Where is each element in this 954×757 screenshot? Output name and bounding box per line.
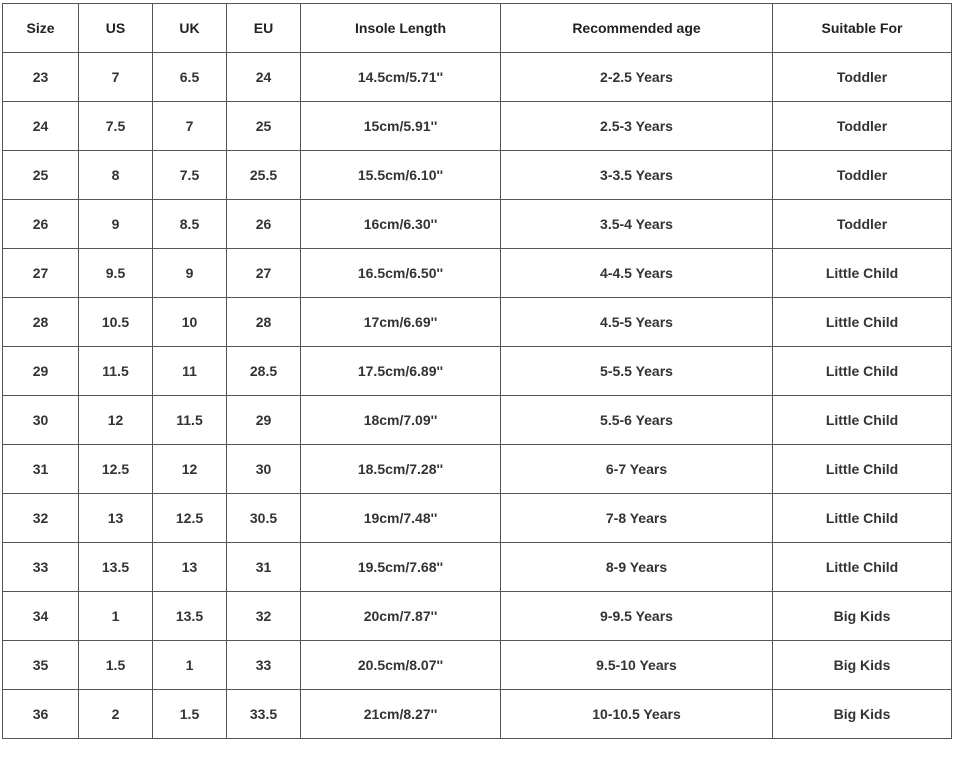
cell-suitable-for: Toddler — [773, 151, 952, 200]
header-suitable-for: Suitable For — [773, 4, 952, 53]
cell-insole-length: 21cm/8.27'' — [301, 690, 501, 739]
cell-recommended-age: 2.5-3 Years — [501, 102, 773, 151]
table-row — [3, 690, 952, 739]
cell-size: 36 — [3, 690, 79, 739]
cell-us: 12.5 — [79, 445, 153, 494]
cell-us: 2 — [79, 690, 153, 739]
size-chart-header — [3, 4, 952, 53]
cell-insole-length: 18cm/7.09'' — [301, 396, 501, 445]
table-row — [3, 592, 952, 641]
cell-suitable-for: Toddler — [773, 53, 952, 102]
cell-us: 7.5 — [79, 102, 153, 151]
cell-insole-length: 20.5cm/8.07'' — [301, 641, 501, 690]
cell-eu: 25 — [227, 102, 301, 151]
cell-us: 1 — [79, 592, 153, 641]
table-row — [3, 102, 952, 151]
table-row — [3, 151, 952, 200]
cell-uk: 13.5 — [153, 592, 227, 641]
cell-eu: 26 — [227, 200, 301, 249]
cell-size: 33 — [3, 543, 79, 592]
cell-eu: 33.5 — [227, 690, 301, 739]
cell-recommended-age: 5.5-6 Years — [501, 396, 773, 445]
table-row — [3, 543, 952, 592]
cell-us: 7 — [79, 53, 153, 102]
header-eu: EU — [227, 4, 301, 53]
cell-insole-length: 14.5cm/5.71'' — [301, 53, 501, 102]
table-row — [3, 641, 952, 690]
cell-recommended-age: 4.5-5 Years — [501, 298, 773, 347]
cell-size: 28 — [3, 298, 79, 347]
header-row — [3, 4, 952, 53]
cell-recommended-age: 3-3.5 Years — [501, 151, 773, 200]
cell-recommended-age: 2-2.5 Years — [501, 53, 773, 102]
cell-uk: 6.5 — [153, 53, 227, 102]
cell-eu: 29 — [227, 396, 301, 445]
cell-suitable-for: Little Child — [773, 494, 952, 543]
cell-insole-length: 17cm/6.69'' — [301, 298, 501, 347]
cell-uk: 7.5 — [153, 151, 227, 200]
cell-insole-length: 19.5cm/7.68'' — [301, 543, 501, 592]
header-recommended-age: Recommended age — [501, 4, 773, 53]
cell-suitable-for: Little Child — [773, 543, 952, 592]
cell-recommended-age: 10-10.5 Years — [501, 690, 773, 739]
cell-insole-length: 20cm/7.87'' — [301, 592, 501, 641]
cell-insole-length: 17.5cm/6.89'' — [301, 347, 501, 396]
cell-size: 23 — [3, 53, 79, 102]
cell-eu: 30 — [227, 445, 301, 494]
table-row — [3, 249, 952, 298]
cell-eu: 30.5 — [227, 494, 301, 543]
cell-recommended-age: 4-4.5 Years — [501, 249, 773, 298]
table-row — [3, 396, 952, 445]
cell-recommended-age: 6-7 Years — [501, 445, 773, 494]
cell-uk: 13 — [153, 543, 227, 592]
cell-suitable-for: Big Kids — [773, 641, 952, 690]
cell-suitable-for: Toddler — [773, 102, 952, 151]
cell-uk: 1.5 — [153, 690, 227, 739]
cell-suitable-for: Big Kids — [773, 690, 952, 739]
cell-uk: 11 — [153, 347, 227, 396]
cell-recommended-age: 7-8 Years — [501, 494, 773, 543]
cell-size: 29 — [3, 347, 79, 396]
cell-recommended-age: 8-9 Years — [501, 543, 773, 592]
cell-eu: 27 — [227, 249, 301, 298]
cell-size: 24 — [3, 102, 79, 151]
cell-eu: 32 — [227, 592, 301, 641]
cell-size: 26 — [3, 200, 79, 249]
cell-insole-length: 18.5cm/7.28'' — [301, 445, 501, 494]
cell-suitable-for: Little Child — [773, 396, 952, 445]
cell-size: 34 — [3, 592, 79, 641]
cell-recommended-age: 9.5-10 Years — [501, 641, 773, 690]
cell-us: 9.5 — [79, 249, 153, 298]
cell-eu: 28.5 — [227, 347, 301, 396]
cell-us: 13.5 — [79, 543, 153, 592]
table-row — [3, 200, 952, 249]
table-row — [3, 53, 952, 102]
table-row — [3, 445, 952, 494]
cell-suitable-for: Toddler — [773, 200, 952, 249]
cell-us: 11.5 — [79, 347, 153, 396]
cell-us: 1.5 — [79, 641, 153, 690]
cell-eu: 33 — [227, 641, 301, 690]
cell-eu: 25.5 — [227, 151, 301, 200]
table-row — [3, 298, 952, 347]
cell-size: 31 — [3, 445, 79, 494]
cell-size: 32 — [3, 494, 79, 543]
cell-uk: 1 — [153, 641, 227, 690]
cell-suitable-for: Big Kids — [773, 592, 952, 641]
cell-uk: 12.5 — [153, 494, 227, 543]
cell-recommended-age: 3.5-4 Years — [501, 200, 773, 249]
header-insole-length: Insole Length — [301, 4, 501, 53]
cell-uk: 8.5 — [153, 200, 227, 249]
cell-eu: 31 — [227, 543, 301, 592]
cell-insole-length: 16cm/6.30'' — [301, 200, 501, 249]
cell-uk: 7 — [153, 102, 227, 151]
table-row — [3, 494, 952, 543]
cell-size: 27 — [3, 249, 79, 298]
cell-us: 12 — [79, 396, 153, 445]
cell-suitable-for: Little Child — [773, 445, 952, 494]
header-size: Size — [3, 4, 79, 53]
cell-insole-length: 15.5cm/6.10'' — [301, 151, 501, 200]
cell-us: 8 — [79, 151, 153, 200]
cell-suitable-for: Little Child — [773, 298, 952, 347]
cell-eu: 24 — [227, 53, 301, 102]
cell-suitable-for: Little Child — [773, 347, 952, 396]
cell-us: 13 — [79, 494, 153, 543]
cell-eu: 28 — [227, 298, 301, 347]
header-us: US — [79, 4, 153, 53]
cell-insole-length: 19cm/7.48'' — [301, 494, 501, 543]
cell-recommended-age: 5-5.5 Years — [501, 347, 773, 396]
header-uk: UK — [153, 4, 227, 53]
cell-uk: 12 — [153, 445, 227, 494]
cell-insole-length: 15cm/5.91'' — [301, 102, 501, 151]
cell-size: 25 — [3, 151, 79, 200]
cell-uk: 11.5 — [153, 396, 227, 445]
cell-recommended-age: 9-9.5 Years — [501, 592, 773, 641]
cell-uk: 10 — [153, 298, 227, 347]
cell-size: 30 — [3, 396, 79, 445]
size-chart-body — [3, 53, 952, 739]
cell-size: 35 — [3, 641, 79, 690]
cell-uk: 9 — [153, 249, 227, 298]
table-row — [3, 347, 952, 396]
cell-us: 10.5 — [79, 298, 153, 347]
cell-insole-length: 16.5cm/6.50'' — [301, 249, 501, 298]
cell-suitable-for: Little Child — [773, 249, 952, 298]
size-chart-table — [2, 3, 952, 739]
cell-us: 9 — [79, 200, 153, 249]
